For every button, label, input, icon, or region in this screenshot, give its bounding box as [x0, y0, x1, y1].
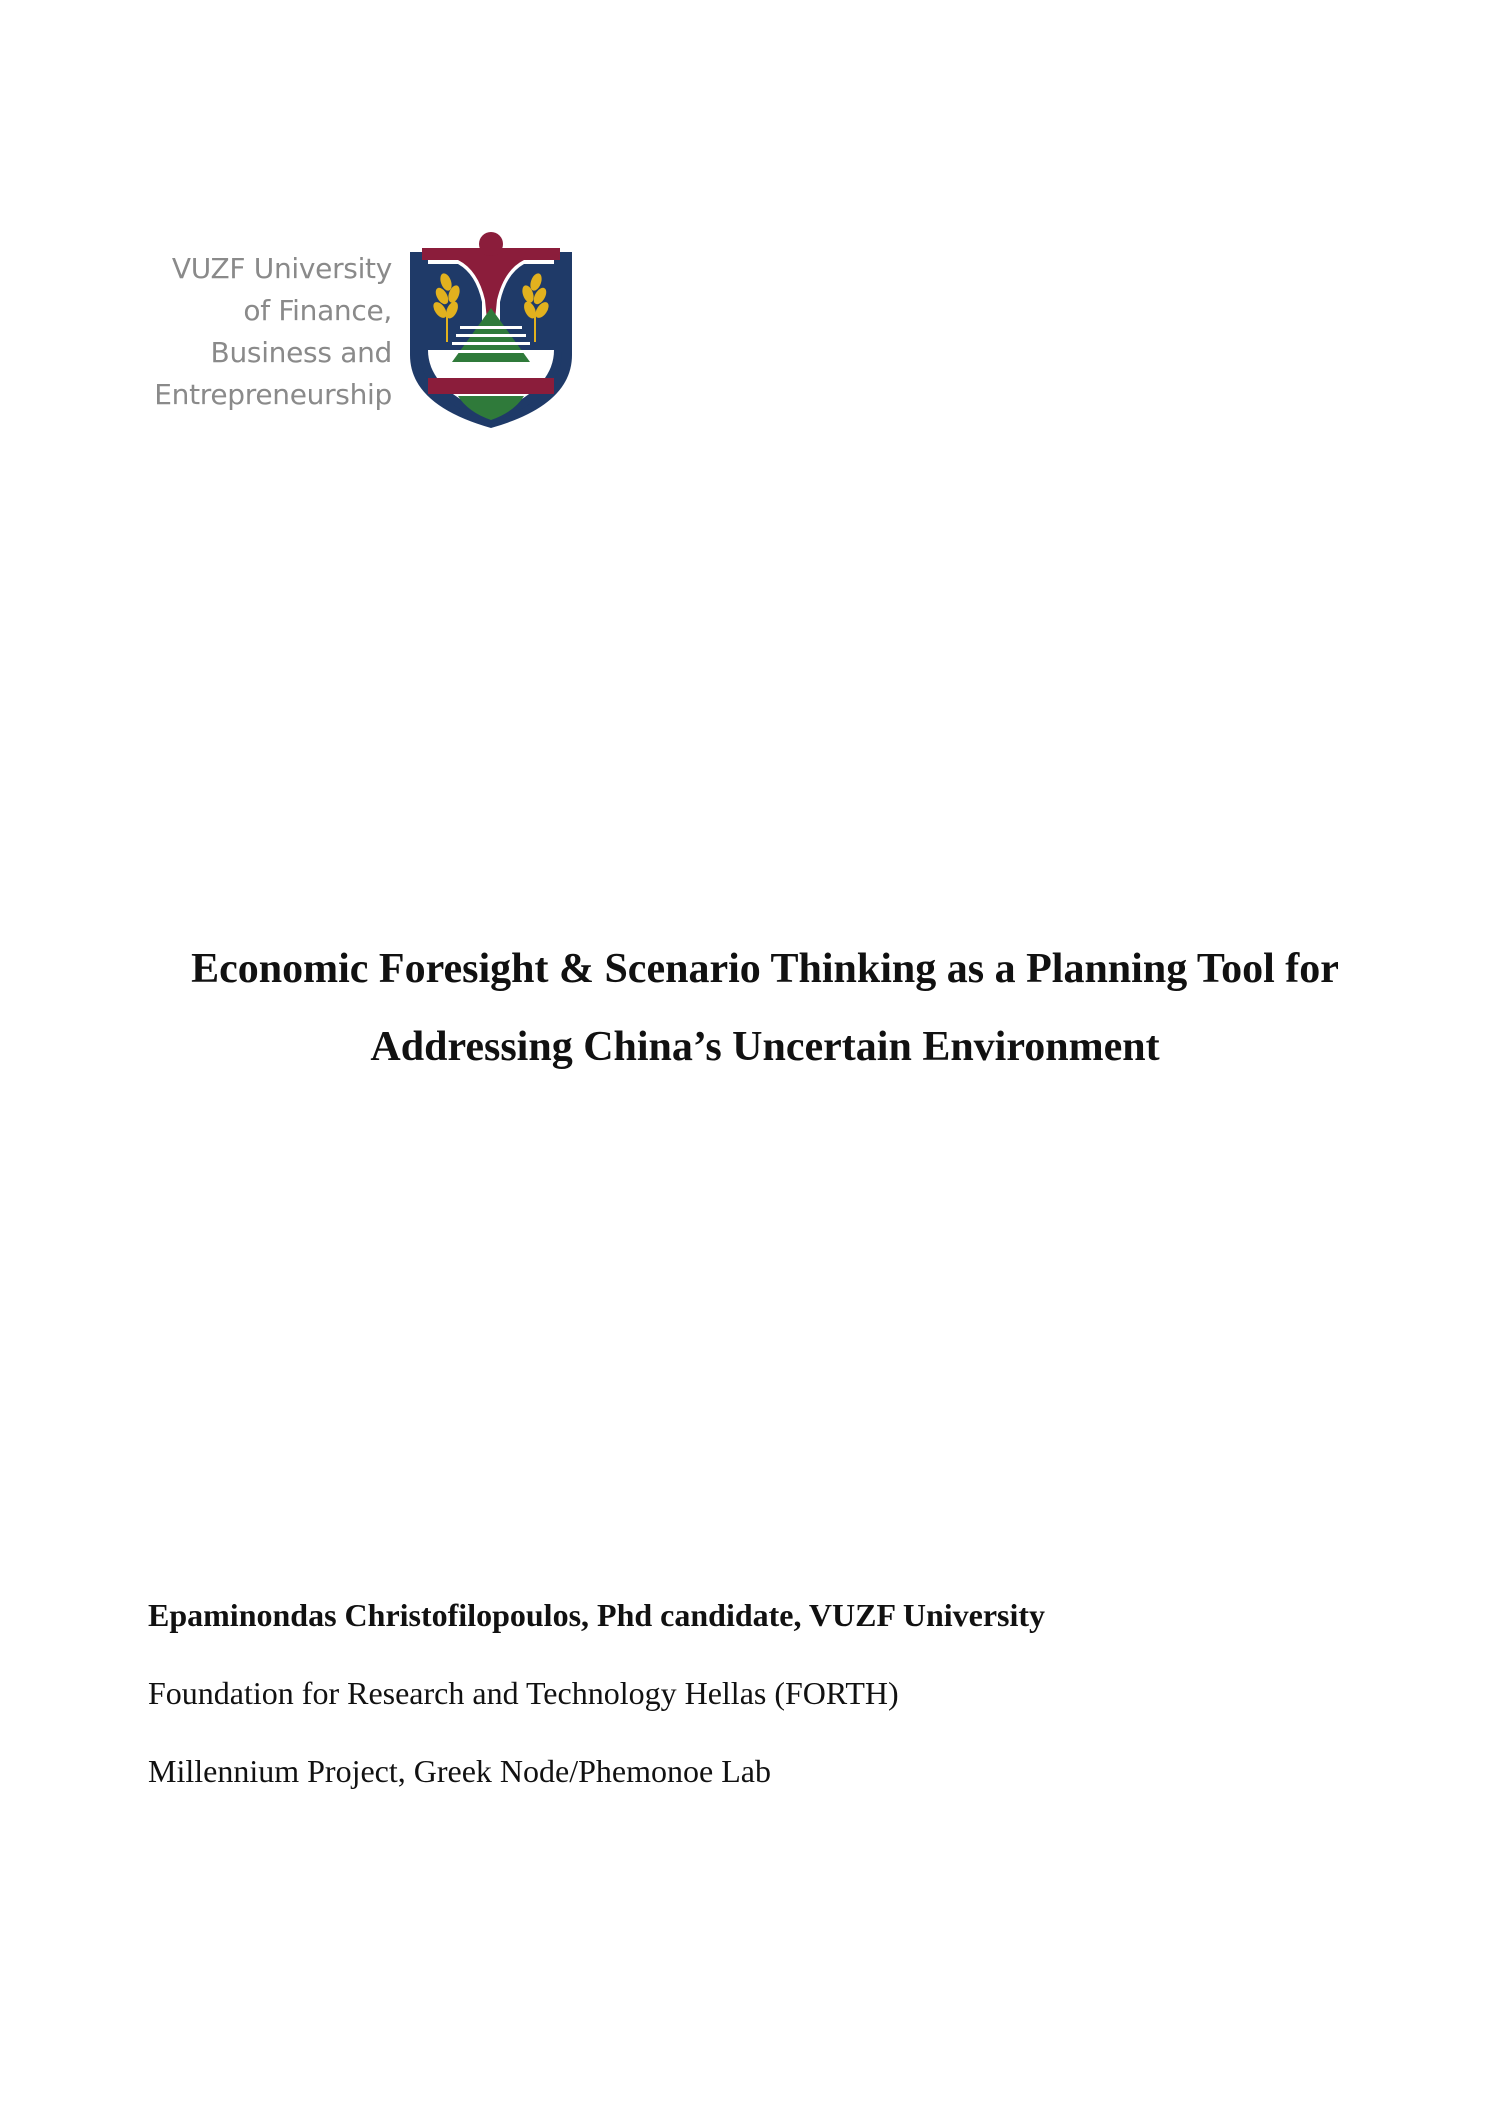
- document-title: [140, 930, 1390, 1086]
- title-line-2: Addressing China’s Uncertain Environment: [370, 1024, 1160, 1070]
- author-name: Epaminondas Christofilopoulos, Phd candidate, VUZF University: [148, 1597, 1046, 1633]
- author-block: [148, 1595, 1348, 1829]
- author-affiliation-1: Foundation for Research and Technology Hellas (FORTH): [148, 1675, 899, 1711]
- logo-line-3: Business and: [210, 336, 392, 369]
- university-logo: [140, 230, 580, 430]
- title-line-1: Economic Foresight & Scenario Thinking as a Planning Tool for: [191, 946, 1339, 992]
- logo-line-4: Entrepreneurship: [154, 378, 392, 411]
- university-crest-icon: [402, 230, 580, 430]
- logo-wordmark: [140, 248, 392, 416]
- author-affiliation-2: Millennium Project, Greek Node/Phemonoe Lab: [148, 1753, 771, 1789]
- logo-line-2: of Finance,: [243, 294, 392, 327]
- logo-line-1: VUZF University: [171, 252, 392, 285]
